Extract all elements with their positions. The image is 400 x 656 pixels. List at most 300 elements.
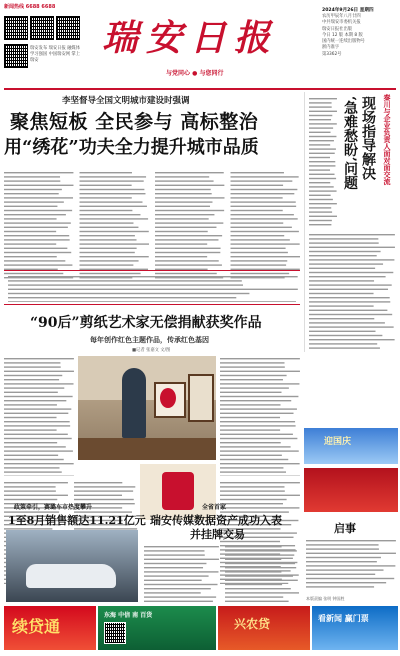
text-line — [4, 185, 73, 186]
text-line — [309, 284, 392, 285]
side-body-lines-lower — [309, 232, 395, 350]
text-line — [144, 575, 209, 576]
qr-caption: 融媒体 — [67, 46, 81, 51]
text-line — [306, 553, 396, 554]
text-line — [306, 561, 377, 562]
text-line — [4, 210, 72, 211]
text-line — [4, 218, 57, 219]
issue-meta-2: 瑞安日报社出版 — [322, 26, 353, 32]
text-line — [4, 379, 59, 380]
text-line — [306, 548, 379, 549]
text-line — [309, 314, 392, 315]
text-line — [231, 248, 286, 249]
text-line — [155, 227, 216, 228]
text-line — [80, 218, 149, 219]
text-line — [4, 366, 61, 367]
bottom-title-right-1[interactable]: 瑞安传媒数据资产成功入表 — [150, 514, 282, 527]
text-line — [225, 584, 282, 585]
text-line — [220, 495, 300, 496]
side-title-1[interactable]: 现场指导解决 — [360, 96, 376, 180]
text-line — [4, 455, 58, 456]
text-line — [220, 434, 293, 435]
text-line — [4, 260, 65, 261]
text-line — [220, 413, 294, 414]
text-line — [155, 172, 224, 173]
text-line — [80, 172, 132, 173]
text-line — [144, 584, 218, 585]
text-line — [4, 362, 60, 363]
text-line — [309, 144, 330, 145]
text-line — [4, 201, 64, 202]
text-line — [306, 578, 394, 579]
text-line — [220, 362, 285, 363]
qr-caption: 中国瑞安网 — [48, 52, 71, 58]
issue-meta-6: 第3362号 — [322, 51, 342, 57]
text-line — [309, 186, 334, 187]
text-line — [231, 227, 292, 228]
text-line — [4, 429, 57, 430]
text-line — [309, 161, 335, 162]
text-line — [309, 140, 334, 141]
text-line — [155, 256, 207, 257]
story2-title[interactable]: “90后”剪纸艺术家无偿捐献获奖作品 — [30, 315, 262, 331]
text-line — [220, 438, 297, 439]
text-line — [225, 601, 289, 602]
text-line — [4, 499, 57, 500]
text-line — [231, 218, 298, 219]
car-shape — [26, 564, 116, 588]
text-line — [309, 123, 337, 124]
qr-caption: 瑞安发布 — [30, 46, 48, 51]
qr-code-4[interactable] — [4, 44, 28, 68]
text-line — [144, 550, 204, 551]
text-line — [231, 176, 299, 177]
slogan-dot: ● — [192, 70, 198, 77]
text-line — [220, 375, 287, 376]
text-line — [4, 463, 74, 464]
text-line — [4, 180, 60, 181]
lead-kicker[interactable]: 李坚督导全国文明城市建设时强调 — [62, 96, 190, 106]
text-line — [309, 280, 374, 281]
text-line — [4, 442, 57, 443]
text-line — [220, 471, 286, 472]
ad-2-text: 东海 中信 南 百货 — [104, 612, 153, 619]
lead-title-2[interactable]: 用“绣花”功夫全力提升城市品质 — [4, 137, 259, 158]
text-line — [4, 450, 73, 451]
notice-title: 启事 — [334, 522, 356, 535]
text-line — [4, 383, 74, 384]
text-line — [220, 442, 281, 443]
text-line — [4, 264, 72, 265]
text-line — [220, 396, 298, 397]
text-line — [4, 396, 73, 397]
text-line — [309, 301, 390, 302]
text-line — [309, 242, 379, 243]
text-line — [309, 289, 388, 290]
text-line — [306, 569, 383, 570]
text-line — [309, 199, 333, 200]
text-line — [8, 276, 298, 277]
text-line — [74, 495, 122, 496]
text-line — [309, 297, 390, 298]
text-line — [309, 259, 394, 260]
text-line — [144, 596, 216, 597]
text-line — [309, 153, 335, 154]
text-line — [4, 392, 58, 393]
text-line — [309, 343, 377, 344]
text-line — [4, 231, 56, 232]
issue-date: 2024年9月26日 星期四 — [322, 8, 374, 13]
text-line — [4, 425, 70, 426]
text-line — [155, 193, 212, 194]
text-line — [231, 231, 299, 232]
text-line — [220, 455, 282, 456]
issue-meta-1: 中共瑞安市委机关报 — [322, 20, 361, 26]
text-line — [225, 588, 291, 589]
text-line — [8, 297, 236, 298]
text-line — [231, 235, 285, 236]
qr-code-3[interactable] — [56, 16, 80, 40]
text-line — [220, 417, 280, 418]
text-line — [8, 280, 242, 281]
text-line — [309, 165, 335, 166]
text-line — [309, 247, 395, 248]
text-line — [231, 185, 284, 186]
text-line — [155, 189, 211, 190]
text-line — [4, 400, 66, 401]
text-line — [309, 195, 331, 196]
text-line — [309, 169, 330, 170]
text-line — [155, 176, 209, 177]
text-line — [80, 206, 147, 207]
text-line — [4, 495, 68, 496]
text-line — [4, 214, 66, 215]
text-line — [309, 115, 332, 116]
text-line — [220, 511, 289, 512]
lead-title-1[interactable]: 聚焦短板 全民参与 高标整治 — [10, 111, 259, 133]
text-line — [8, 293, 249, 294]
text-line — [306, 582, 386, 583]
text-line — [220, 404, 281, 405]
text-line — [309, 326, 394, 327]
side-title-2[interactable]: ‘急难愁盼’问题 — [342, 96, 358, 190]
text-line — [306, 574, 375, 575]
text-line — [4, 176, 60, 177]
text-line — [306, 544, 379, 545]
text-line — [80, 201, 143, 202]
lead-body-lines — [4, 170, 300, 280]
text-line — [155, 248, 221, 249]
text-line — [4, 206, 57, 207]
text-line — [225, 563, 295, 564]
text-line — [309, 276, 386, 277]
text-line — [225, 554, 294, 555]
qr-captions — [30, 46, 84, 65]
papercut-center — [162, 472, 194, 510]
text-line — [309, 318, 374, 319]
text-line — [220, 387, 289, 388]
promo-card[interactable] — [304, 468, 398, 512]
text-line — [74, 490, 133, 491]
text-line — [144, 567, 203, 568]
text-line — [155, 185, 224, 186]
text-line — [309, 203, 337, 204]
promo-banner[interactable] — [304, 428, 398, 464]
issue-lunar: 农历甲辰年八月廿四 — [322, 14, 361, 20]
text-line — [155, 252, 220, 253]
bottom-kicker-left[interactable]: 政策牵引，赛璐车市热度攀升 — [14, 504, 93, 511]
text-line — [309, 178, 336, 179]
qr-code-1[interactable] — [4, 16, 28, 40]
text-line — [231, 206, 297, 207]
bottom-kicker-right[interactable]: 全省首家 — [202, 504, 227, 511]
text-line — [231, 197, 283, 198]
text-line — [144, 546, 219, 547]
text-line — [80, 256, 149, 257]
issue-info — [322, 8, 398, 58]
text-line — [80, 214, 141, 215]
text-line — [80, 193, 146, 194]
text-line — [220, 383, 299, 384]
story2-body-left — [4, 356, 74, 476]
photo-table — [78, 438, 216, 460]
text-line — [155, 180, 214, 181]
text-line — [80, 239, 137, 240]
text-line — [155, 264, 222, 265]
text-line — [144, 601, 213, 602]
text-line — [309, 224, 331, 225]
text-line — [8, 301, 296, 302]
text-line — [220, 421, 295, 422]
bottom-title-left[interactable]: 1至8月销售额达11.21亿元 — [8, 514, 146, 527]
text-line — [220, 467, 283, 468]
text-line — [225, 546, 282, 547]
text-line — [4, 471, 62, 472]
newspaper-title: 瑞安日报 — [102, 17, 279, 59]
text-line — [306, 540, 396, 541]
text-line — [231, 243, 300, 244]
text-line — [155, 197, 224, 198]
text-line — [155, 239, 218, 240]
text-line — [155, 235, 222, 236]
story2-body-right — [220, 356, 300, 476]
text-line — [231, 260, 288, 261]
text-line — [4, 239, 70, 240]
text-line — [4, 438, 72, 439]
text-line — [309, 339, 395, 340]
text-line — [144, 588, 211, 589]
text-line — [8, 284, 243, 285]
text-line — [4, 467, 60, 468]
text-line — [309, 136, 336, 137]
text-line — [74, 499, 134, 500]
text-line — [231, 252, 288, 253]
text-line — [309, 268, 375, 269]
text-line — [144, 571, 218, 572]
text-line — [80, 248, 137, 249]
story2-photo[interactable] — [78, 356, 216, 460]
text-line — [220, 366, 285, 367]
text-line — [80, 243, 149, 244]
text-line — [4, 408, 71, 409]
text-line — [155, 243, 207, 244]
text-line — [309, 220, 332, 221]
text-line — [231, 210, 283, 211]
text-line — [80, 176, 147, 177]
text-line — [4, 482, 68, 483]
text-line — [4, 434, 68, 435]
text-line — [220, 392, 282, 393]
text-line — [4, 222, 71, 223]
text-line — [309, 305, 374, 306]
ad-4-text: 看新闻 赢门票 — [318, 614, 369, 623]
text-line — [309, 335, 382, 336]
notice-body-lines — [306, 538, 396, 588]
text-line — [309, 98, 337, 99]
text-line — [144, 559, 219, 560]
text-line — [309, 132, 331, 133]
text-line — [4, 486, 56, 487]
text-line — [4, 490, 56, 491]
text-line — [4, 227, 68, 228]
text-line — [4, 459, 64, 460]
slogan-right: 与您同行 — [199, 70, 224, 77]
intro-band-lines — [8, 274, 298, 302]
side-kicker[interactable]: 秦川与企业负责人面对面交流 — [383, 94, 391, 185]
text-line — [231, 172, 284, 173]
page-label: 本版责编 张明 钟国胜 — [306, 596, 345, 601]
text-line — [220, 490, 285, 491]
story2-subtitle[interactable]: 每年创作红色主题作品，传承红色基因 — [90, 336, 209, 344]
text-line — [4, 371, 74, 372]
text-line — [155, 210, 224, 211]
text-line — [80, 185, 132, 186]
text-line — [155, 222, 223, 223]
text-line — [4, 358, 74, 359]
photo-papercut — [160, 388, 176, 408]
slogan — [166, 70, 223, 78]
text-line — [306, 565, 395, 566]
text-line — [225, 571, 281, 572]
side-story — [304, 92, 399, 352]
text-line — [306, 557, 381, 558]
text-line — [306, 586, 374, 587]
text-line — [309, 157, 330, 158]
text-line — [80, 231, 149, 232]
text-line — [220, 482, 300, 483]
text-line — [309, 102, 332, 103]
text-line — [309, 347, 380, 348]
bottom-right-body — [144, 544, 300, 602]
text-line — [144, 554, 205, 555]
text-line — [309, 111, 337, 112]
text-line — [80, 197, 132, 198]
text-line — [8, 289, 298, 290]
text-line — [80, 227, 139, 228]
text-line — [220, 499, 287, 500]
ad-3[interactable] — [218, 606, 310, 650]
text-line — [231, 214, 294, 215]
text-line — [220, 400, 291, 401]
text-line — [231, 193, 295, 194]
text-line — [309, 293, 374, 294]
text-line — [4, 387, 64, 388]
text-line — [4, 252, 71, 253]
text-line — [309, 238, 378, 239]
text-line — [144, 563, 206, 564]
slogan-left: 与党同心 — [166, 70, 191, 77]
text-line — [309, 211, 332, 212]
text-line — [4, 243, 56, 244]
text-line — [220, 425, 296, 426]
text-line — [231, 189, 298, 190]
ad-4[interactable] — [312, 606, 398, 650]
text-line — [231, 201, 296, 202]
text-line — [309, 234, 395, 235]
text-line — [4, 189, 62, 190]
text-line — [225, 596, 283, 597]
text-line — [225, 559, 281, 560]
text-line — [220, 408, 297, 409]
text-line — [309, 272, 393, 273]
text-line — [309, 310, 387, 311]
text-line — [220, 503, 283, 504]
band-rule-bottom — [4, 304, 300, 305]
text-line — [74, 482, 122, 483]
text-line — [4, 446, 66, 447]
ad-2[interactable] — [98, 606, 216, 650]
promo-banner-text: 迎国庆 — [324, 437, 352, 447]
ad-3-text: 兴农贷 — [234, 617, 271, 631]
text-line — [4, 248, 67, 249]
text-line — [155, 206, 210, 207]
text-line — [309, 322, 385, 323]
text-line — [155, 218, 209, 219]
text-line — [80, 235, 135, 236]
ad-1[interactable] — [4, 606, 96, 650]
text-line — [309, 127, 333, 128]
text-line — [4, 256, 57, 257]
text-line — [220, 371, 300, 372]
text-line — [4, 193, 59, 194]
text-line — [155, 260, 219, 261]
text-line — [309, 263, 383, 264]
ad-2-qr[interactable] — [104, 622, 126, 644]
text-line — [309, 106, 332, 107]
text-line — [231, 180, 293, 181]
issue-meta-4: 国内统一连续出版物号 — [322, 39, 365, 45]
text-line — [309, 331, 376, 332]
text-line — [220, 486, 285, 487]
side-body-lines — [309, 96, 337, 226]
story2-byline: ■记者 张嘉文 文/图 — [132, 348, 171, 353]
band-rule-top — [4, 270, 300, 271]
text-line — [4, 404, 57, 405]
bottom-title-right-2[interactable]: 并挂牌交易 — [190, 528, 245, 541]
text-line — [80, 264, 134, 265]
text-line — [225, 592, 299, 593]
text-line — [144, 580, 202, 581]
text-line — [4, 421, 70, 422]
issue-meta-3: 今日 12 版 本期 8 版 — [322, 32, 363, 38]
text-line — [155, 201, 212, 202]
text-line — [309, 190, 337, 191]
bottom-left-photo[interactable] — [6, 530, 138, 602]
qr-code-2[interactable] — [30, 16, 54, 40]
text-line — [220, 459, 288, 460]
text-line — [309, 119, 331, 120]
text-line — [80, 180, 144, 181]
